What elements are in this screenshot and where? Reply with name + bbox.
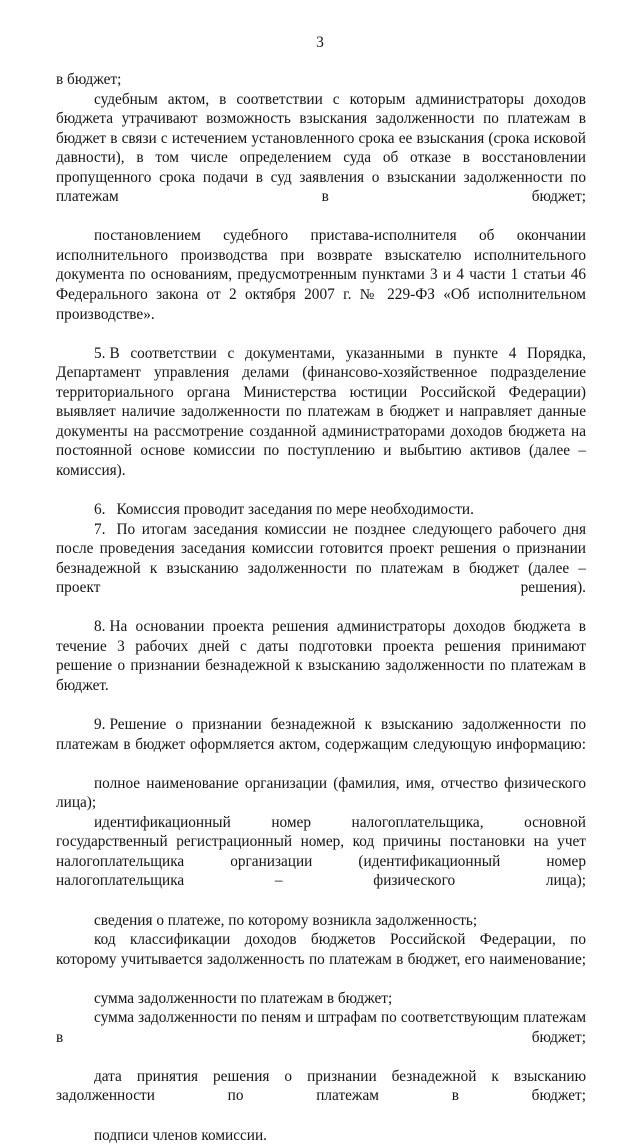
list-item-9 (56, 715, 586, 774)
sub-item-taxpayer-id: идентификационный номер налогоплательщика, основной государственный регистрационный номер, код причины постановки на учет налогоплательщика организации (идентификационный номер налогоплательщика – физического лица); (56, 813, 586, 890)
list-item-5 (56, 344, 586, 500)
list-item-8-text: На основании проекта решения администраторы доходов бюджета в течение 3 рабочих дней с даты подготовки проекта решения принимают решение о признании безнадежной к взысканию задолженности по платежам в бюджет. (56, 618, 586, 694)
list-item-6-text: Комиссия проводит заседания по мере необходимости. (116, 501, 474, 519)
list-item-5-text: В соответствии с документами, указанными в пункте 4 Порядка, Департамент управления делами (финансово-хозяйственное подразделение территориального органа Министерства юстиции Российской Федерации) выявляет наличие задолженности по платежам в бюджет и направляет данные документы на рассмотрение созданной администраторами доходов бюджета на постоянной основе комиссии по поступлению и выбытию активов (далее – комиссия). (56, 344, 586, 479)
sub-item-payment-info: сведения о платеже, по которому возникла задолженность; (94, 911, 478, 929)
sub-item-penalties-amount: сумма задолженности по пеням и штрафам по соответствующим платежам в бюджет; (56, 1009, 586, 1046)
list-item-6-number: 6. (94, 501, 106, 519)
list-item-5-number: 5. (94, 344, 106, 362)
list-item-6 (56, 500, 586, 520)
sub-item-budget-classification-code: код классификации доходов бюджетов Российской Федерации, по которому учитывается задолженность по платежам в бюджет, его наименование; (56, 931, 586, 968)
list-item-7-text: По итогам заседания комиссии не позднее следующего рабочего дня после проведения заседания комиссии готовится проект решения о признании безнадежной к взысканию задолженности по платежам в бюджет (далее – проект решения). (56, 520, 586, 597)
list-item-9-text: Решение о признании безнадежной к взысканию задолженности по платежам в бюджет оформляется актом, содержащим следующую информацию: (56, 716, 586, 753)
list-item-7-number: 7. (94, 520, 106, 538)
sub-item-organization-name: полное наименование организации (фамилия, имя, отчество физического лица); (56, 774, 586, 812)
paragraph-budget-continuation: в бюджет; (56, 71, 122, 88)
sub-item-signatures: подписи членов комиссии. (94, 1126, 268, 1144)
paragraph-bailiff-decree: постановлением судебного пристава-исполнителя об окончании исполнительного производства при возврате взыскателю исполнительного документа по основаниям, предусмотренным пунктами 3 и 4 части 1 статьи 46 Федерального закона от 2 октября 2007 г. № 229-ФЗ «Об исполнительном производстве». (56, 227, 586, 323)
sub-item-decision-date: дата принятия решения о признании безнадежной к взысканию задолженности по платежам в бюджет; (56, 1067, 586, 1105)
page-number (0, 33, 640, 52)
page-number-value: 3 (316, 34, 324, 51)
list-item-7 (56, 520, 586, 618)
list-item-8-number: 8. (94, 618, 106, 636)
paragraph-court-act: судебным актом, в соответствии с которым администраторы доходов бюджета утрачивают возможность взыскания задолженности по платежам в бюджет в связи с истечением установленного срока ее взыскания (срока исковой давности), в том числе определением суда об отказе в восстановлении пропущенного срока подачи в суд заявления о взыскании задолженности по платежам в бюджет; (56, 90, 586, 206)
document-body (56, 70, 586, 1145)
list-item-9-number: 9. (94, 716, 106, 734)
sub-item-debt-amount: сумма задолженности по платежам в бюджет; (94, 989, 393, 1007)
list-item-8 (56, 617, 586, 715)
